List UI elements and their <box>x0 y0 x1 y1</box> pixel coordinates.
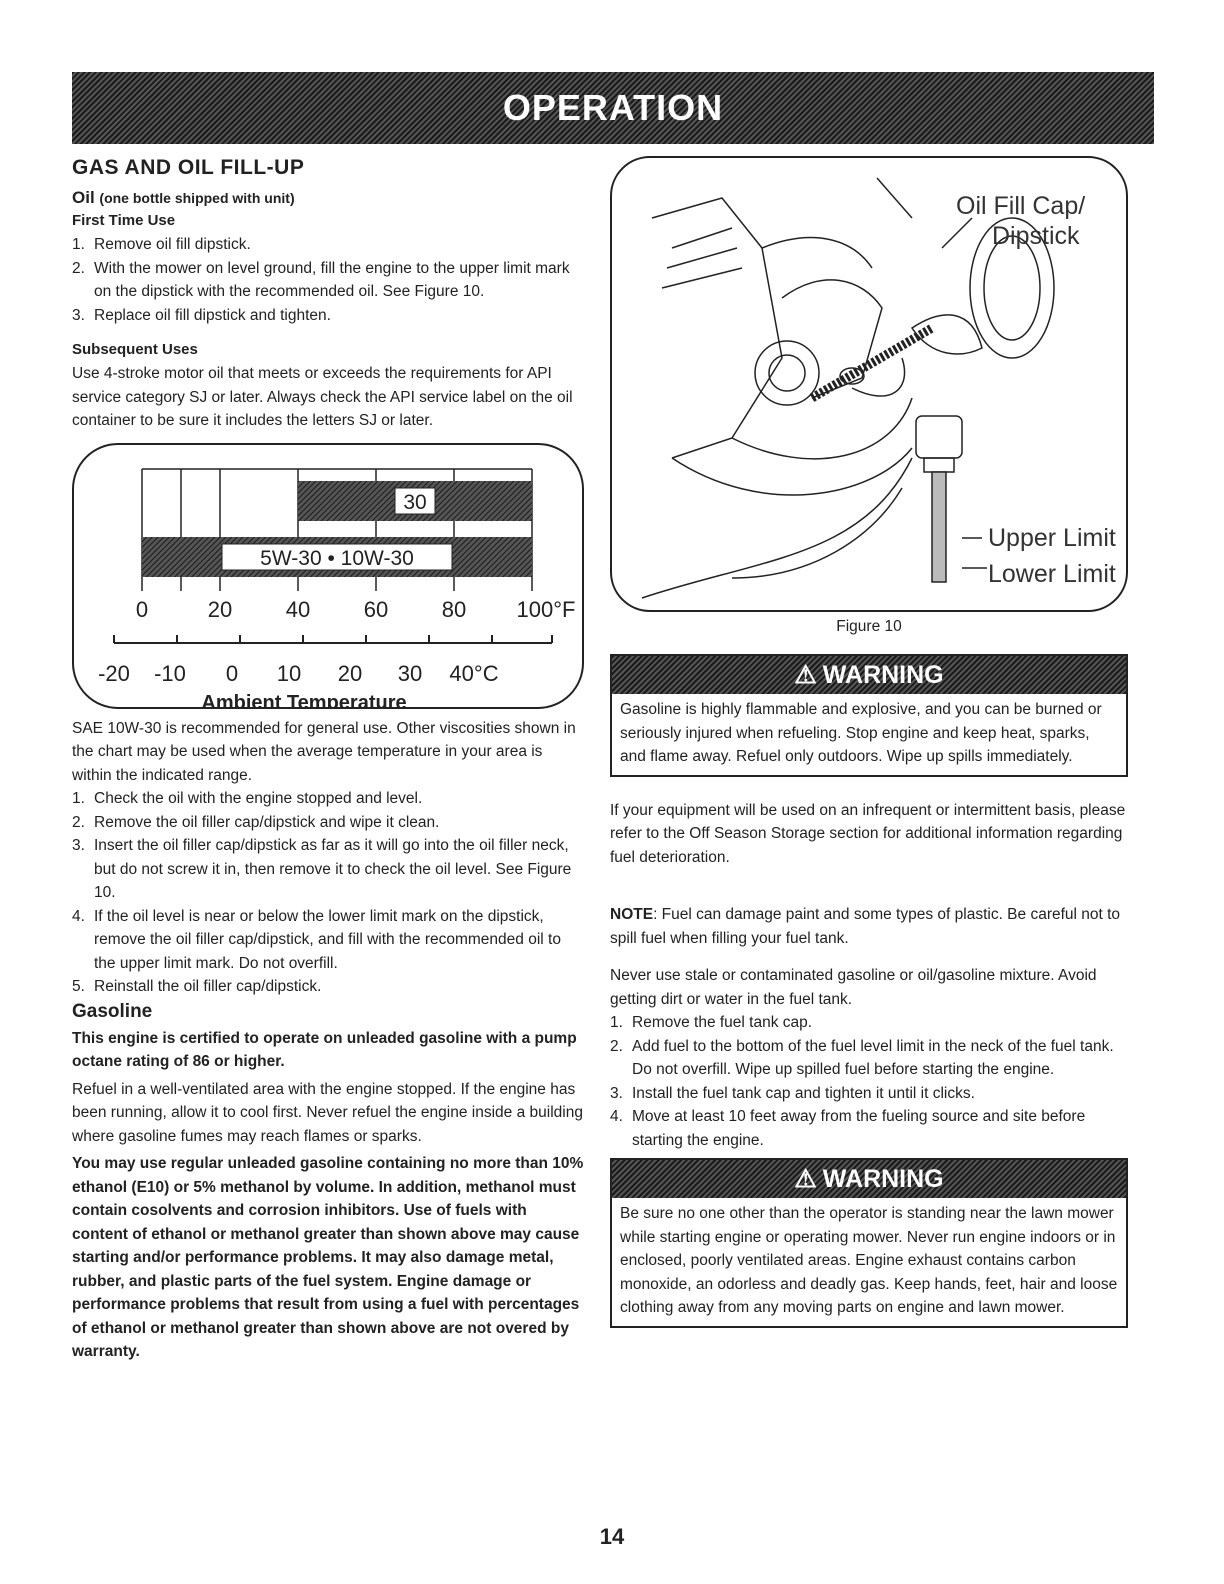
infrequent-text: If your equipment will be used on an infrequent or intermittent basis, please refer to the Off Season Storage section for additional information regarding fuel deterioration. <box>610 801 1126 866</box>
note-body: : Fuel can damage paint and some types of plastic. Be careful not to spill fuel when filling your fuel tank. <box>610 906 1121 947</box>
section-title: GAS AND OIL FILL-UP <box>72 156 305 179</box>
c-tick-label: -20 <box>98 660 130 686</box>
list-number: 1. <box>72 236 85 253</box>
figure-10 <box>610 156 1128 612</box>
list-number: 2. <box>72 259 85 277</box>
list-item <box>610 1035 1128 1082</box>
oil-heading-text: Oil <box>72 188 95 207</box>
fuel-steps <box>610 1011 1128 1152</box>
f-tick-label: 0 <box>135 596 149 622</box>
check-oil-steps <box>72 787 584 999</box>
list-text: Insert the oil filler cap/dipstick as far as it will go into the oil filler neck, but do not screw it in, then remove it to check the oil level. See Figure 10. <box>94 837 572 901</box>
f-tick-label: 40 <box>285 596 311 622</box>
gasoline-refuel: Refuel in a well-ventilated area with the engine stopped. If the engine has been running, allow it to cool first. Never refuel the engine inside a building where gasoline fumes may reach flames or sparks. <box>72 1080 583 1145</box>
list-text: Remove the fuel tank cap. <box>632 1014 813 1031</box>
warning-triangle-icon: ⚠ <box>794 661 817 689</box>
list-item <box>610 1082 1128 1106</box>
list-item <box>72 304 584 328</box>
warning-box-operator <box>610 1158 1128 1328</box>
bar-label-1: 5W-30 • 10W-30 <box>260 546 414 570</box>
list-text: Remove the oil filler cap/dipstick and wipe it clean. <box>94 813 440 831</box>
oil-viscosity-chart <box>72 443 584 709</box>
list-text: Add fuel to the bottom of the fuel level limit in the neck of the fuel tank. Do not overfill. Wipe up spilled fuel before starting the engine. <box>632 1037 1114 1078</box>
list-item <box>610 1011 1128 1035</box>
engine-illustration <box>612 158 1126 610</box>
figure-caption: Figure 10 <box>836 618 902 635</box>
list-number: 4. <box>72 907 85 925</box>
list-text: Install the fuel tank cap and tighten it until it clicks. <box>632 1084 975 1102</box>
list-text: Move at least 10 feet away from the fueling source and site before starting the engine. <box>632 1108 1086 1149</box>
warning-title: WARNING <box>822 1164 944 1193</box>
stale-fuel-text: Never use stale or contaminated gasoline or oil/gasoline mixture. Avoid getting dirt or water in the fuel tank. <box>610 967 1097 1008</box>
list-item <box>72 257 584 304</box>
bar-label-0: 30 <box>403 490 427 514</box>
list-number: 4. <box>610 1108 623 1125</box>
warning-box-fuel <box>610 654 1128 777</box>
note-label: NOTE <box>610 906 654 923</box>
list-item <box>72 233 584 257</box>
warning-triangle-icon: ⚠ <box>794 1165 817 1193</box>
list-number: 2. <box>72 813 85 831</box>
warning-header <box>612 656 1126 694</box>
list-number: 5. <box>72 978 85 995</box>
list-item <box>610 1105 1128 1152</box>
oil-heading <box>72 188 584 208</box>
page-number: 14 <box>599 1524 625 1549</box>
label-upper-limit: Upper Limit <box>988 524 1116 552</box>
list-text: Replace oil fill dipstick and tighten. <box>94 306 331 324</box>
gasoline-certified: This engine is certified to operate on unleaded gasoline with a pump octane rating of 86 or higher. <box>72 1029 577 1070</box>
operation-banner <box>72 72 1154 144</box>
list-text: Remove oil fill dipstick. <box>94 236 251 253</box>
label-oil-fill-cap: Oil Fill Cap/ <box>956 192 1086 220</box>
subsequent-title: Subsequent Uses <box>72 341 198 358</box>
c-tick-label: -10 <box>154 660 186 686</box>
list-text: Check the oil with the engine stopped and level. <box>94 790 423 807</box>
first-time-title: First Time Use <box>72 212 176 229</box>
list-number: 3. <box>72 306 85 324</box>
subsequent-text: Use 4-stroke motor oil that meets or exceeds the requirements for API service category SJ or later. Always check the API service label on the oil container to be sure it includes the letters SJ or later. <box>72 365 573 429</box>
label-lower-limit: Lower Limit <box>988 560 1116 588</box>
c-tick-label: 10 <box>276 660 302 686</box>
warning-title: WARNING <box>822 660 944 689</box>
list-text: Reinstall the oil filler cap/dipstick. <box>94 978 322 995</box>
warning-text: Gasoline is highly flammable and explosive, and you can be burned or seriously injured when refueling. Stop engine and keep heat, sparks, and flame away. Refuel only outdoors. Wipe up spills immediately. <box>620 701 1102 765</box>
label-dipstick: Dipstick <box>992 222 1080 250</box>
c-tick-label: 0 <box>225 660 239 686</box>
first-time-steps <box>72 233 584 327</box>
banner-title: OPERATION <box>502 87 724 128</box>
f-tick-label: 100°F <box>516 596 576 622</box>
list-item <box>72 975 584 999</box>
f-tick-label: 60 <box>363 596 389 622</box>
sae-text: SAE 10W-30 is recommended for general use. Other viscosities shown in the chart may be used when the average temperature in your area is within the indicated range. <box>72 719 576 784</box>
axis-title: Ambient Temperature <box>201 691 407 707</box>
oil-heading-note: (one bottle shipped with unit) <box>99 190 295 206</box>
c-tick-label: 30 <box>397 660 423 686</box>
list-item <box>72 787 584 811</box>
warning-text: Be sure no one other than the operator is standing near the lawn mower while starting engine or operating mower. Never run engine indoors or in enclosed, poorly ventilated areas. Engine exhaust contains carbon monoxide, an odorless and deadly gas. Keep hands, feet, hair and loose clothing away from any moving parts on engine and lawn mower. <box>620 1205 1118 1316</box>
chart-svg <box>74 445 582 707</box>
gasoline-heading: Gasoline <box>72 1000 153 1022</box>
list-item <box>72 905 584 976</box>
warning-header <box>612 1160 1126 1198</box>
c-tick-label: 20 <box>337 660 363 686</box>
list-number: 3. <box>610 1084 623 1102</box>
list-number: 3. <box>72 837 85 854</box>
left-column <box>72 156 584 1364</box>
right-column <box>610 156 1128 1328</box>
list-number: 2. <box>610 1037 623 1055</box>
f-tick-label: 80 <box>441 596 467 622</box>
list-number: 1. <box>72 790 85 807</box>
c-tick-label: 40°C <box>449 660 499 686</box>
f-tick-label: 20 <box>207 596 233 622</box>
list-text: If the oil level is near or below the lower limit mark on the dipstick, remove the oil filler cap/dipstick, and fill with the recommended oil to the upper limit mark. Do not overfill. <box>94 907 561 972</box>
note-text <box>610 903 1128 950</box>
list-text: With the mower on level ground, fill the engine to the upper limit mark on the dipstick with the recommended oil. See Figure 10. <box>94 259 570 300</box>
list-item <box>72 834 584 905</box>
list-item <box>72 811 584 835</box>
gasoline-ethanol: You may use regular unleaded gasoline containing no more than 10% ethanol (E10) or 5% methanol by volume. In addition, methanol must contain cosolvents and corrosion inhibitors. Use of fuels with content of ethanol or methanol greater than shown above may cause starting and/or performance problems. It may also damage metal, rubber, and plastic parts of the fuel system. Engine damage or performance problems that result from using a fuel with percentages of ethanol or methanol greater than shown above are not overed by warranty. <box>72 1155 584 1360</box>
list-number: 1. <box>610 1014 623 1031</box>
